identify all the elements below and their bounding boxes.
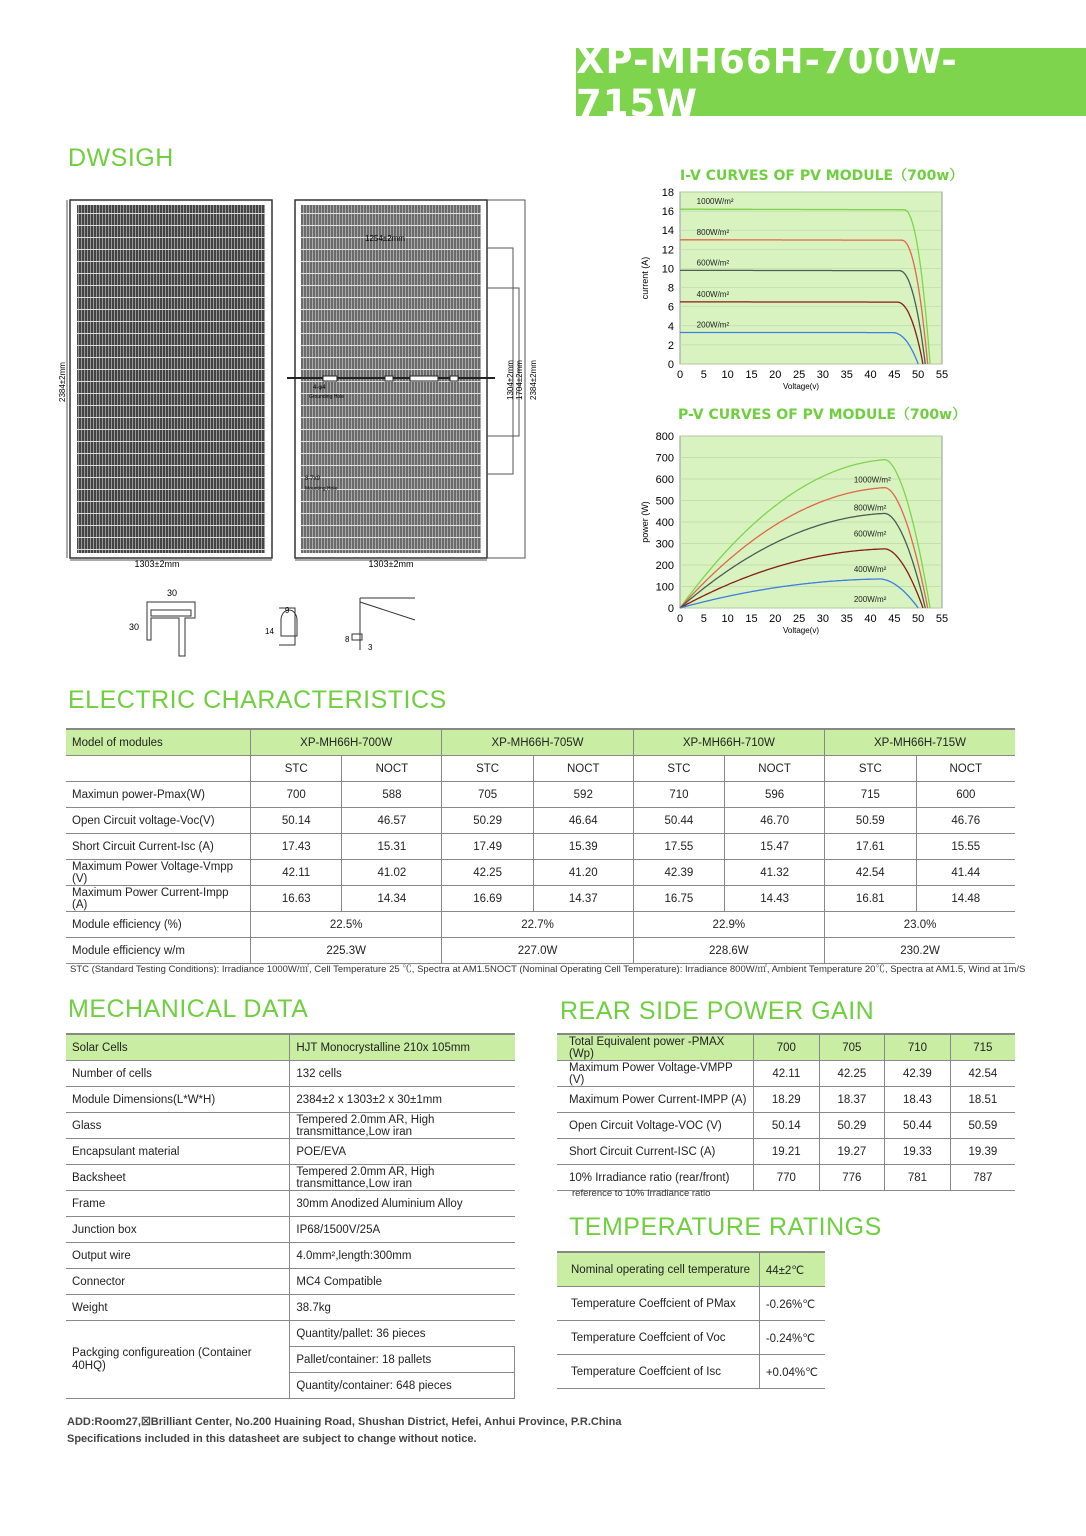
value-cell: 787	[950, 1165, 1015, 1191]
x-tick-label: 0	[676, 613, 684, 625]
model-col: XP-MH66H-710W	[633, 729, 824, 756]
value-cell: 19.39	[950, 1139, 1015, 1165]
value-cell: 17.61	[825, 834, 917, 860]
table-row	[557, 1113, 1015, 1139]
table-row	[557, 1321, 825, 1355]
series-label: 600W/m²	[696, 258, 730, 268]
table-row	[66, 1087, 515, 1113]
rear-header-label: Total Equivalent power -PMAX (Wp)	[557, 1034, 754, 1061]
corner-profile-drawing	[345, 598, 415, 652]
table-row	[557, 1355, 825, 1389]
value-cell: 715	[825, 782, 917, 808]
value-cell: 15.55	[916, 834, 1015, 860]
value-cell: 50.14	[754, 1113, 820, 1139]
value-cell: 50.59	[950, 1113, 1015, 1139]
rear-header: 700	[754, 1034, 820, 1061]
model-col: XP-MH66H-700W	[251, 729, 442, 756]
y-tick-label: 18	[661, 187, 674, 199]
footer-address: ADD:Room27,☒Brilliant Center, No.200 Huaining Road, Shushan District, Hefei, Anhui Province, P.R.China	[67, 1416, 622, 1428]
value-cell: 17.49	[442, 834, 533, 860]
y-tick-label: 0	[667, 603, 674, 615]
series-label: 200W/m²	[696, 320, 730, 330]
value-cell: 50.44	[885, 1113, 951, 1139]
row-value: 2384±2 x 1303±2 x 30±1mm	[290, 1087, 515, 1113]
row-value: MC4 Compatible	[290, 1269, 515, 1295]
electric-section-title: ELECTRIC CHARACTERISTICS	[68, 686, 447, 714]
sub-noct: NOCT	[533, 756, 633, 782]
efficiency-cell: 22.7%	[442, 912, 633, 938]
profile-8: 8	[345, 635, 350, 644]
value-cell: 41.20	[533, 860, 633, 886]
profile-14: 14	[265, 627, 274, 636]
inner-width-label: 1254±2mm	[365, 234, 405, 243]
x-tick-label: 20	[769, 369, 782, 381]
x-tick-label: 50	[912, 369, 925, 381]
value-cell: 14.37	[533, 886, 633, 912]
x-tick-label: 15	[745, 613, 758, 625]
value-cell: 15.39	[533, 834, 633, 860]
packing-value: Quantity/pallet: 36 pieces	[290, 1321, 515, 1347]
value-cell: 18.51	[950, 1087, 1015, 1113]
value-cell: 50.29	[442, 808, 533, 834]
footer-disclaimer: Specifications included in this datasheet are subject to change without notice.	[67, 1433, 477, 1445]
sub-noct: NOCT	[916, 756, 1015, 782]
row-label: Open Circuit Voltage-VOC (V)	[557, 1113, 754, 1139]
rear-header: 715	[950, 1034, 1015, 1061]
row-label: Short Circuit Current-Isc (A)	[66, 834, 251, 860]
dim-1704: 1704±2mm	[515, 360, 524, 400]
table-row	[66, 834, 1015, 860]
series-label: 800W/m²	[853, 503, 887, 513]
row-label: Encapsulant material	[66, 1139, 290, 1165]
table-row	[557, 1252, 825, 1287]
x-tick-label: 45	[888, 613, 901, 625]
y-tick-label: 12	[661, 244, 674, 257]
wm-label: Module efficiency w/m	[66, 938, 251, 964]
x-tick-label: 10	[721, 613, 734, 625]
value-cell: 46.64	[533, 808, 633, 834]
row-value: Tempered 2.0mm AR, High transmittance,Low iran	[290, 1113, 515, 1139]
value-cell: 16.69	[442, 886, 533, 912]
value-cell: 14.34	[342, 886, 442, 912]
row-value: HJT Monocrystalline 210x 105mm	[290, 1034, 515, 1061]
value-cell: 19.33	[885, 1139, 951, 1165]
series-label: 600W/m²	[853, 529, 887, 539]
y-tick-label: 0	[667, 359, 674, 371]
noct-note: NOCT (Nominal Operating Cell Temperature): Irradiance 800W/㎡, Ambient Temperature 20℃, Spectra at AM1.5, Wind at 1m/S	[490, 964, 1026, 975]
table-row	[557, 1287, 825, 1321]
pv-chart-title: P-V CURVES OF PV MODULE（700w）	[678, 407, 967, 423]
row-label: Temperature Coeffcient of PMax	[557, 1287, 759, 1321]
value-cell: 41.02	[342, 860, 442, 886]
x-tick-label: 50	[912, 613, 925, 625]
rear-table	[557, 1033, 1015, 1191]
stc-note: STC (Standard Testing Conditions): Irradiance 1000W/㎡, Cell Temperature 25 ℃, Spectra at AM1.5	[70, 964, 490, 975]
y-tick-label: 16	[661, 206, 674, 219]
module-drawing	[55, 190, 555, 670]
row-label: Connector	[66, 1269, 290, 1295]
value-cell: 41.44	[916, 860, 1015, 886]
series-label: 400W/m²	[853, 564, 887, 574]
value-cell: 19.27	[819, 1139, 885, 1165]
value-cell: 592	[533, 782, 633, 808]
series-label: 1000W/m²	[853, 475, 891, 485]
junction-profile-drawing	[265, 606, 297, 645]
wm-cell: 227.0W	[442, 938, 633, 964]
row-value: 132 cells	[290, 1061, 515, 1087]
value-cell: 588	[342, 782, 442, 808]
pv-chart	[630, 428, 960, 640]
value-cell: 600	[916, 782, 1015, 808]
row-label: Temperature Coeffcient of Voc	[557, 1321, 759, 1355]
row-label: Weight	[66, 1295, 290, 1321]
x-tick-label: 5	[700, 613, 707, 625]
efficiency-cell: 23.0%	[825, 912, 1015, 938]
y-tick-label: 10	[661, 263, 674, 276]
iv-chart	[630, 184, 960, 396]
x-tick-label: 30	[816, 613, 830, 625]
mounting-hole-label: Mounting Hole	[305, 486, 338, 492]
front-width-label: 1303±2mm	[134, 559, 180, 569]
table-row	[66, 1139, 515, 1165]
row-label: Backsheet	[66, 1165, 290, 1191]
row-value: IP68/1500V/25A	[290, 1217, 515, 1243]
row-label: Temperature Coeffcient of Isc	[557, 1355, 759, 1389]
table-row	[66, 1034, 515, 1061]
value-cell: 19.21	[754, 1139, 820, 1165]
rear-header: 710	[885, 1034, 951, 1061]
table-row	[66, 1269, 515, 1295]
dim-1304: 1304±2mm	[506, 360, 515, 400]
row-label: Output wire	[66, 1243, 290, 1269]
table-row	[66, 1243, 515, 1269]
table-row	[557, 1165, 1015, 1191]
x-tick-label: 40	[864, 613, 877, 625]
y-tick-label: 2	[667, 339, 674, 352]
profile-30-top: 30	[167, 588, 178, 598]
row-label: Glass	[66, 1113, 290, 1139]
table-row	[66, 1165, 515, 1191]
value-cell: 710	[633, 782, 724, 808]
value-cell: 42.54	[825, 860, 917, 886]
table-row	[66, 1217, 515, 1243]
y-tick-label: 4	[667, 320, 674, 333]
series-label: 1000W/m²	[696, 197, 734, 207]
row-label: Module Dimensions(L*W*H)	[66, 1087, 290, 1113]
y-axis-label: current (A)	[640, 256, 650, 300]
row-label: Maximum Power Current-Impp (A)	[66, 886, 251, 912]
value-cell: 16.81	[825, 886, 917, 912]
profile-30-side: 30	[129, 622, 140, 632]
y-tick-label: 300	[655, 538, 674, 551]
x-tick-label: 35	[840, 369, 853, 381]
wm-cell: 225.3W	[251, 938, 442, 964]
series-label: 800W/m²	[696, 227, 730, 237]
x-tick-label: 5	[700, 369, 707, 381]
value-cell: 18.29	[754, 1087, 820, 1113]
efficiency-label: Module efficiency (%)	[66, 912, 251, 938]
y-tick-label: 200	[655, 560, 674, 572]
efficiency-cell: 22.5%	[251, 912, 442, 938]
row-value: -0.26%℃	[759, 1287, 825, 1321]
value-cell: 50.14	[251, 808, 342, 834]
y-tick-label: 500	[655, 495, 674, 508]
value-cell: 46.57	[342, 808, 442, 834]
rear-note: reference to 10% Irradiance ratio	[572, 1188, 711, 1199]
row-value: -0.24%℃	[759, 1321, 825, 1355]
y-axis-label: power (W)	[640, 501, 650, 543]
value-cell: 781	[885, 1165, 951, 1191]
sub-stc: STC	[251, 756, 342, 782]
x-tick-label: 45	[888, 369, 901, 381]
y-tick-label: 6	[667, 301, 674, 314]
value-cell: 776	[819, 1165, 885, 1191]
row-value: 4.0mm²,length:300mm	[290, 1243, 515, 1269]
grounding-hole-count: 4-φ4	[313, 385, 326, 391]
mechanical-section-title: MECHANICAL DATA	[68, 995, 309, 1023]
row-value: 30mm Anodized Aluminium Alloy	[290, 1191, 515, 1217]
x-tick-label: 20	[769, 613, 782, 625]
y-tick-label: 100	[655, 581, 674, 594]
value-cell: 42.25	[442, 860, 533, 886]
x-tick-label: 25	[792, 369, 806, 381]
grounding-hole-label: Grounding Hole	[309, 394, 345, 400]
value-cell: 770	[754, 1165, 820, 1191]
x-tick-label: 40	[864, 369, 877, 381]
table-row	[66, 782, 1015, 808]
temperature-section-title: TEMPERATURE RATINGS	[569, 1213, 882, 1241]
value-cell: 700	[251, 782, 342, 808]
design-section-title: DWSIGH	[68, 144, 174, 172]
packing-value: Quantity/container: 648 pieces	[290, 1373, 515, 1399]
table-row	[557, 1061, 1015, 1087]
row-label: Frame	[66, 1191, 290, 1217]
sub-stc: STC	[825, 756, 917, 782]
y-tick-label: 700	[655, 452, 674, 465]
value-cell: 50.44	[633, 808, 724, 834]
value-cell: 705	[442, 782, 533, 808]
table-row	[66, 1191, 515, 1217]
frame-profile-drawing	[129, 588, 195, 656]
x-tick-label: 55	[935, 613, 949, 625]
table-row	[66, 1061, 515, 1087]
value-cell: 15.47	[725, 834, 825, 860]
dim-2384: 2384±2mm	[529, 360, 538, 400]
x-tick-label: 30	[816, 369, 830, 381]
model-title-banner	[576, 39, 1086, 125]
value-cell: 46.70	[725, 808, 825, 834]
value-cell: 17.55	[633, 834, 724, 860]
y-tick-label: 800	[655, 431, 674, 443]
value-cell: 42.54	[950, 1061, 1015, 1087]
row-label: Maximum Power Voltage-Vmpp (V)	[66, 860, 251, 886]
value-cell: 42.39	[885, 1061, 951, 1087]
footer	[67, 1414, 621, 1448]
row-value: 44±2℃	[759, 1252, 825, 1287]
value-cell: 50.59	[825, 808, 917, 834]
row-label: 10% Irradiance ratio (rear/front)	[557, 1165, 754, 1191]
y-tick-label: 400	[655, 517, 674, 529]
rear-header: 705	[819, 1034, 885, 1061]
model-title: XP-MH66H-700W-715W	[576, 39, 958, 125]
y-tick-label: 14	[661, 225, 674, 238]
table-row	[557, 1087, 1015, 1113]
iv-chart-title: I-V CURVES OF PV MODULE（700w）	[680, 168, 964, 184]
value-cell: 18.43	[885, 1087, 951, 1113]
x-tick-label: 25	[792, 613, 806, 625]
value-cell: 14.43	[725, 886, 825, 912]
efficiency-cell: 22.9%	[633, 912, 824, 938]
wm-cell: 230.2W	[825, 938, 1015, 964]
row-label: Junction box	[66, 1217, 290, 1243]
x-tick-label: 10	[721, 369, 734, 381]
row-label: Maximum Power Current-IMPP (A)	[557, 1087, 754, 1113]
temperature-table	[557, 1251, 825, 1389]
table-row	[66, 886, 1015, 912]
series-label: 200W/m²	[853, 594, 887, 604]
value-cell: 17.43	[251, 834, 342, 860]
value-cell: 42.11	[251, 860, 342, 886]
series-label: 400W/m²	[696, 289, 730, 299]
mechanical-table	[66, 1033, 515, 1399]
x-tick-label: 15	[745, 369, 758, 381]
value-cell: 41.32	[725, 860, 825, 886]
row-label: Open Circuit voltage-Voc(V)	[66, 808, 251, 834]
mounting-hole-count: 8-7x9	[305, 476, 321, 482]
table-row	[66, 808, 1015, 834]
back-width-label: 1303±2mm	[368, 559, 414, 569]
value-cell: 46.76	[916, 808, 1015, 834]
plot-area	[680, 192, 942, 364]
row-value: POE/EVA	[290, 1139, 515, 1165]
wm-cell: 228.6W	[633, 938, 824, 964]
value-cell: 16.75	[633, 886, 724, 912]
x-tick-label: 35	[840, 613, 853, 625]
row-value: 38.7kg	[290, 1295, 515, 1321]
value-cell: 42.11	[754, 1061, 820, 1087]
table-row	[557, 1139, 1015, 1165]
packing-label: Packging configureation (Container 40HQ)	[66, 1321, 290, 1399]
profile-9: 9	[285, 606, 290, 615]
table-row	[66, 860, 1015, 886]
row-label: Nominal operating cell temperature	[557, 1252, 759, 1287]
value-cell: 16.63	[251, 886, 342, 912]
profile-3: 3	[368, 643, 373, 652]
value-cell: 15.31	[342, 834, 442, 860]
y-tick-label: 8	[667, 282, 674, 295]
row-label: Maximum Power Voltage-VMPP (V)	[557, 1061, 754, 1087]
x-tick-label: 0	[676, 369, 684, 381]
x-axis-label: Voltage(v)	[782, 382, 820, 391]
electric-table	[66, 728, 1015, 964]
sub-noct: NOCT	[725, 756, 825, 782]
table-row	[66, 1295, 515, 1321]
row-label: Maximun power-Pmax(W)	[66, 782, 251, 808]
sub-noct: NOCT	[342, 756, 442, 782]
rear-section-title: REAR SIDE POWER GAIN	[560, 997, 875, 1025]
value-cell: 50.29	[819, 1113, 885, 1139]
y-tick-label: 600	[655, 474, 674, 486]
value-cell: 42.25	[819, 1061, 885, 1087]
value-cell: 18.37	[819, 1087, 885, 1113]
x-axis-label: Voltage(v)	[782, 626, 820, 635]
row-value: +0.04%℃	[759, 1355, 825, 1389]
row-label: Solar Cells	[66, 1034, 290, 1061]
front-height-label: 2384±2mm	[58, 362, 67, 402]
x-tick-label: 55	[935, 369, 949, 381]
table-row	[66, 1113, 515, 1139]
model-header: Model of modules	[66, 729, 251, 756]
model-col: XP-MH66H-705W	[442, 729, 633, 756]
packing-value: Pallet/container: 18 pallets	[290, 1347, 515, 1373]
value-cell: 14.48	[916, 886, 1015, 912]
value-cell: 42.39	[633, 860, 724, 886]
row-value: Tempered 2.0mm AR, High transmittance,Low iran	[290, 1165, 515, 1191]
row-label: Short Circuit Current-ISC (A)	[557, 1139, 754, 1165]
sub-stc: STC	[633, 756, 724, 782]
value-cell: 596	[725, 782, 825, 808]
sub-stc: STC	[442, 756, 533, 782]
model-col: XP-MH66H-715W	[825, 729, 1015, 756]
row-label: Number of cells	[66, 1061, 290, 1087]
